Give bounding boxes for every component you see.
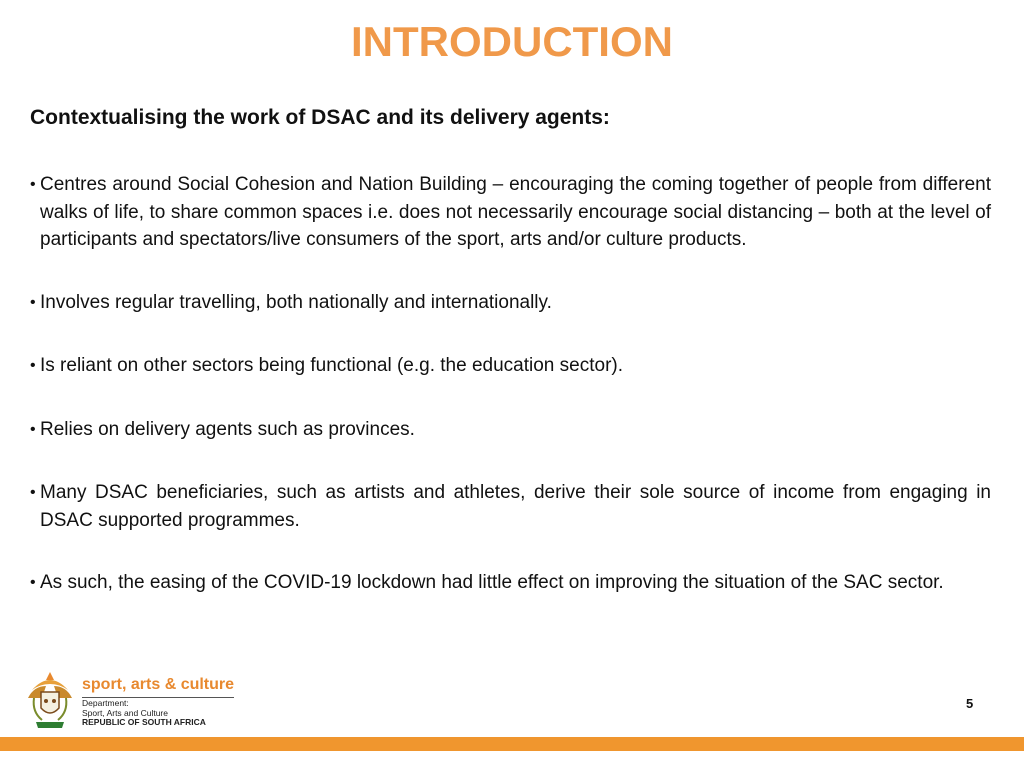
department-logo xyxy=(24,668,244,732)
bullet-text: Involves regular travelling, both nationally and internationally. xyxy=(40,291,552,313)
bullet-list xyxy=(30,171,991,597)
bullet-text: Relies on delivery agents such as provinces. xyxy=(40,418,415,440)
bullet-glyph: • xyxy=(30,420,36,438)
bullet-item xyxy=(30,416,991,444)
bullet-item xyxy=(30,569,991,597)
bullet-text: Centres around Social Cohesion and Nation Building – encouraging the coming together of people from different walks of life, to share common spaces i.e. does not necessarily encourage social distancing – both at the level of participants and spectators/live consumers of the sport, arts and/or culture products. xyxy=(40,174,991,250)
bullet-glyph: • xyxy=(30,357,36,374)
south-africa-coat-of-arms-icon xyxy=(24,668,76,730)
bullet-text: Many DSAC beneficiaries, such as artists and athletes, derive their sole source of income from engaging in DSAC supported programmes. xyxy=(40,482,991,531)
bullet-glyph: • xyxy=(30,574,36,591)
country-name: REPUBLIC OF SOUTH AFRICA xyxy=(82,717,206,727)
department-name: Sport, Arts and Culture xyxy=(82,707,168,718)
department-label: Department: xyxy=(82,698,129,708)
bullet-glyph: • xyxy=(30,293,36,311)
bullet-text: Is reliant on other sectors being functional (e.g. the education sector). xyxy=(40,355,623,376)
bullet-item xyxy=(30,289,991,317)
slide-title: INTRODUCTION xyxy=(351,18,673,65)
page-number: 5 xyxy=(966,696,974,711)
brand-name: sport, arts & culture xyxy=(82,676,235,693)
bullet-item xyxy=(30,171,991,254)
bullet-item xyxy=(30,352,991,380)
bullet-glyph: • xyxy=(30,176,36,193)
department-text xyxy=(82,699,206,728)
section-subtitle: Contextualising the work of DSAC and its delivery agents: xyxy=(30,106,610,129)
bullet-item xyxy=(30,479,991,534)
bullet-text: As such, the easing of the COVID-19 lockdown had little effect on improving the situation of the SAC sector. xyxy=(40,572,944,593)
bullet-glyph: • xyxy=(30,484,36,501)
footer-accent-bar xyxy=(0,737,1024,751)
